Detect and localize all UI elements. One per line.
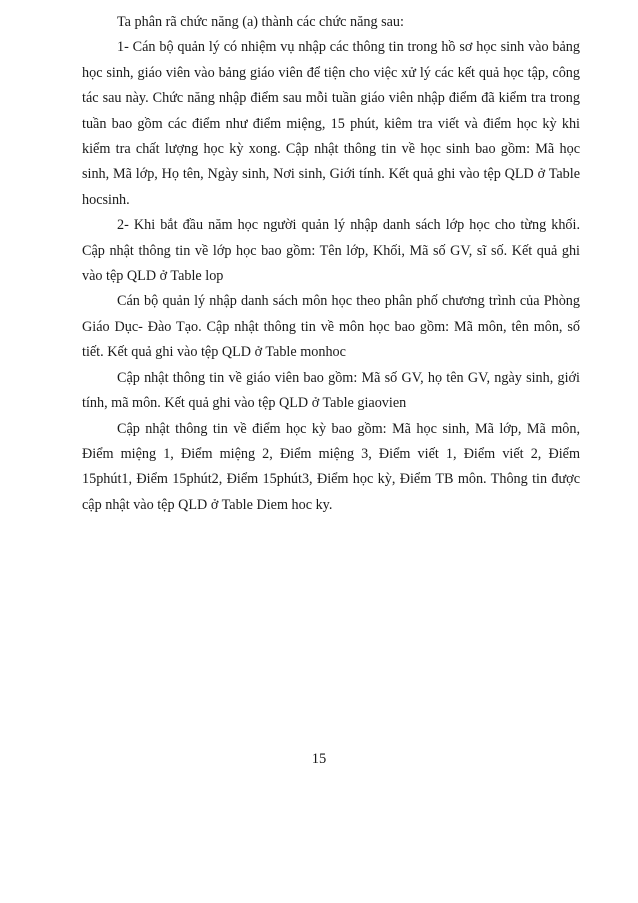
paragraph-grade-info: Cập nhật thông tin về điểm học kỳ bao gồm: Mã học sinh, Mã lớp, Mã môn, Điểm miệng 1, Điểm miệng 2, Điểm miệng 3, Điểm viết 1, Điểm viết 2, Điểm 15phút1, Điểm 15phút2, Điểm 15phút3, Điểm học kỳ, Điểm TB môn. Thông tin được cập nhật vào tệp QLD ở Table Diem hoc ky. <box>82 420 580 513</box>
paragraph-teacher-info: Cập nhật thông tin về giáo viên bao gồm: Mã số GV, họ tên GV, ngày sinh, giới tính, mã môn. Kết quả ghi vào tệp QLD ở Table giaovien <box>82 369 580 412</box>
page-number: 15 <box>311 751 327 767</box>
paragraph-class-info: 2- Khi bắt đầu năm học người quản lý nhập danh sách lớp học cho từng khối. Cập nhật thông tin về lớp học bao gồm: Tên lớp, Khối, Mã số GV, sĩ số. Kết quả ghi vào tệp QLD ở Table lop <box>82 217 580 285</box>
paragraph-student-info: 1- Cán bộ quản lý có nhiệm vụ nhập các thông tin trong hồ sơ học sinh vào bảng học sinh, giáo viên vào bảng giáo viên để tiện cho việc xử lý các kết quả học tập, công tác sau này. Chức năng nhập điểm sau mỗi tuần giáo viên nhập điểm đã kiểm tra trong tuần bao gồm các điểm như điểm miệng, 15 phút, kiêm tra viết và điểm học kỳ khi kiểm tra chất lượng học kỳ xong. Cập nhật thông tin về học sinh bao gồm: Mã học sinh, Mã lớp, Họ tên, Ngày sinh, Nơi sinh, Giới tính. Kết quả ghi vào tệp QLD ở Table hocsinh. <box>82 39 580 208</box>
page-body <box>82 10 580 518</box>
paragraph-subject-info: Cán bộ quản lý nhập danh sách môn học theo phân phố chương trình của Phòng Giáo Dục- Đào Tạo. Cập nhật thông tin về môn học bao gồm: Mã môn, tên môn, số tiết. Kết quả ghi vào tệp QLD ở Table monhoc <box>82 293 580 361</box>
paragraph-intro: Ta phân rã chức năng (a) thành các chức năng sau: <box>117 14 404 30</box>
